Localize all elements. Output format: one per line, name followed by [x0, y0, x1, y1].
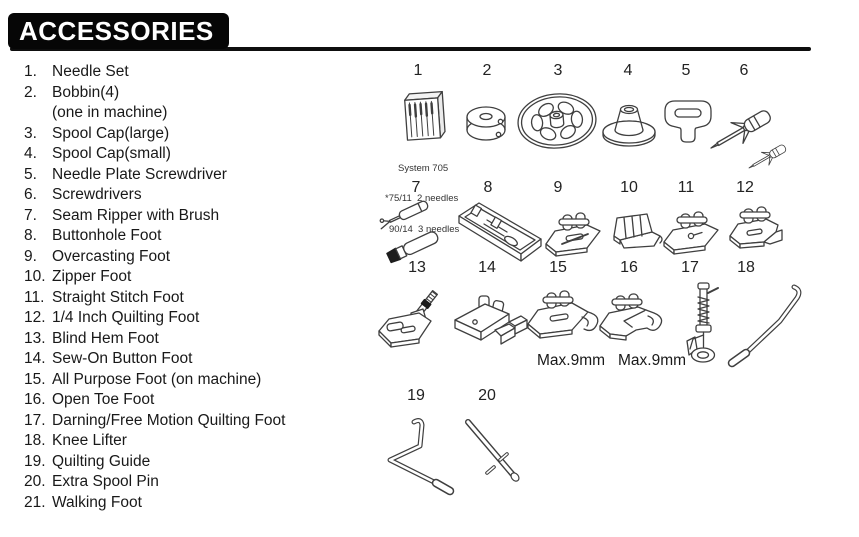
list-item-label: Seam Ripper with Brush [52, 206, 220, 224]
list-item [24, 165, 364, 186]
list-item-label: Blind Hem Foot [52, 329, 159, 347]
list-item-number-blank [24, 103, 50, 124]
buttonhole-foot-drawing [449, 194, 547, 266]
figure-number-4: 4 [623, 62, 633, 79]
figure-number-12: 12 [736, 179, 754, 196]
figure-number-6: 6 [739, 62, 749, 79]
list-item-number: 5. [24, 165, 37, 183]
spool-cap-small-drawing [599, 97, 659, 149]
list-item-number: 14. [24, 350, 46, 367]
list-item [24, 472, 364, 493]
list-item-label: Sew-On Button Foot [52, 350, 193, 367]
list-item-number: 7. [24, 206, 37, 224]
bobbin-drawing [463, 100, 509, 144]
needle-caption-line1: System 705 [398, 162, 449, 174]
list-item-label: Quilting Guide [52, 452, 151, 470]
list-item-label: Extra Spool Pin [52, 473, 159, 490]
straight-stitch-foot-drawing [660, 208, 724, 256]
figure-number-14: 14 [478, 259, 496, 276]
extra-spool-pin-illustration [458, 414, 536, 502]
list-item-number: 21. [24, 493, 46, 511]
list-item-label: Open Toe Foot [52, 391, 155, 408]
seam-ripper-brush-illustration [377, 198, 455, 264]
figure-number-20: 20 [478, 387, 496, 404]
list-item-label: Needle Plate Screwdriver [52, 165, 227, 183]
list-item-label: Screwdrivers [52, 186, 142, 203]
knee-lifter-illustration [724, 277, 806, 369]
list-item [24, 247, 364, 268]
figure-number-19: 19 [407, 387, 425, 404]
sew-on-button-foot-drawing [449, 292, 533, 356]
bobbin-illustration [463, 100, 509, 144]
quilting-guide-illustration [382, 414, 464, 502]
knee-lifter-drawing [724, 277, 806, 369]
quilting-guide-drawing [382, 414, 464, 502]
list-item-number: 2. [24, 83, 37, 101]
blind-hem-foot-drawing [375, 283, 453, 361]
list-item-label: Overcasting Foot [52, 247, 171, 265]
page-title: ACCESSORIES [19, 15, 214, 46]
quarter-inch-quilting-foot-drawing [724, 202, 786, 254]
figure-number-17: 17 [681, 259, 699, 276]
list-item-label: Walking Foot [52, 493, 142, 511]
list-item-number: 8. [24, 227, 37, 244]
needle-plate-screwdriver-illustration [663, 97, 713, 149]
figure-number-3: 3 [553, 62, 563, 79]
needle-set-illustration [393, 86, 453, 146]
list-item-number: 20. [24, 473, 46, 490]
list-item [24, 493, 364, 514]
screwdrivers-drawing [707, 88, 801, 174]
figure-number-16: 16 [620, 259, 638, 276]
buttonhole-foot-illustration [449, 194, 547, 266]
seam-ripper-brush-drawing [377, 198, 455, 264]
overcasting-foot-illustration [542, 206, 606, 260]
list-item [24, 124, 364, 145]
list-item-number: 17. [24, 411, 46, 429]
list-item [24, 349, 364, 370]
overcasting-foot-drawing [542, 206, 606, 260]
list-item [24, 83, 364, 104]
list-item-label: Needle Set [52, 63, 129, 80]
figure-number-7: 7 [411, 179, 421, 196]
figure-number-9: 9 [553, 179, 563, 196]
list-item-label: 1/4 Inch Quilting Foot [52, 309, 200, 326]
accessories-list [24, 62, 364, 513]
zipper-foot-drawing [604, 204, 666, 260]
list-item-label: Bobbin(4) [52, 83, 120, 101]
needle-caption-line3: 90/14 3 needles [389, 224, 460, 236]
needle-set-drawing [393, 86, 453, 146]
list-item-label: Spool Cap(large) [52, 124, 170, 142]
extra-spool-pin-drawing [458, 414, 536, 502]
figure-number-13: 13 [408, 259, 426, 276]
list-item-number: 11. [24, 288, 45, 306]
needle-caption-line2: *75/11 2 needles [385, 193, 459, 205]
list-item-number: 1. [24, 63, 37, 80]
list-item [24, 452, 364, 473]
list-item-label: Spool Cap(small) [52, 145, 171, 162]
list-item-continuation [24, 103, 364, 124]
list-item [24, 144, 364, 165]
list-item-number: 16. [24, 391, 46, 408]
max-width-note-right: Max.9mm [618, 352, 687, 369]
figure-number-1: 1 [413, 62, 423, 79]
figure-number-10: 10 [620, 179, 638, 196]
figure-number-15: 15 [549, 259, 567, 276]
spool-cap-small-illustration [599, 97, 659, 149]
list-item-number: 18. [24, 432, 46, 449]
open-toe-foot-drawing [596, 290, 674, 352]
list-item-label: Knee Lifter [52, 432, 127, 449]
title-banner [8, 13, 229, 49]
list-item [24, 206, 364, 227]
list-item-label: Straight Stitch Foot [52, 288, 184, 306]
figure-number-2: 2 [482, 62, 492, 79]
quarter-inch-quilting-foot-illustration [724, 202, 786, 254]
open-toe-foot-illustration [596, 290, 674, 352]
list-item-label: All Purpose Foot (on machine) [52, 370, 262, 388]
list-item [24, 390, 364, 411]
max-width-note-left: Max.9mm [537, 352, 606, 369]
figure-number-8: 8 [483, 179, 493, 196]
list-item-number: 12. [24, 309, 46, 326]
list-item [24, 62, 364, 83]
list-item [24, 411, 364, 432]
list-item-label: Darning/Free Motion Quilting Foot [52, 411, 286, 429]
figure-number-11: 11 [677, 179, 695, 196]
figure-number-18: 18 [737, 259, 755, 276]
spool-cap-large-drawing [515, 90, 599, 152]
list-item-number: 3. [24, 124, 37, 142]
list-item-number: 19. [24, 452, 46, 470]
sew-on-button-foot-illustration [449, 292, 533, 356]
spool-cap-large-illustration [515, 90, 599, 152]
list-item-number: 13. [24, 329, 46, 347]
list-item [24, 185, 364, 206]
needle-plate-screwdriver-drawing [663, 97, 713, 149]
list-item-label: Buttonhole Foot [52, 227, 162, 244]
list-item [24, 226, 364, 247]
list-item [24, 288, 364, 309]
list-item-number: 6. [24, 186, 37, 203]
screwdrivers-illustration [707, 88, 801, 174]
list-item [24, 308, 364, 329]
figure-number-5: 5 [681, 62, 691, 79]
list-item-note: (one in machine) [52, 104, 168, 121]
list-item-number: 10. [24, 268, 46, 285]
list-item-number: 15. [24, 370, 46, 388]
list-item [24, 370, 364, 391]
blind-hem-foot-illustration [375, 283, 453, 361]
list-item-label: Zipper Foot [52, 268, 132, 285]
straight-stitch-foot-illustration [660, 208, 724, 256]
list-item [24, 431, 364, 452]
list-item-number: 9. [24, 247, 37, 265]
list-item [24, 329, 364, 350]
zipper-foot-illustration [604, 204, 666, 260]
list-item-number: 4. [24, 145, 37, 162]
list-item [24, 267, 364, 288]
